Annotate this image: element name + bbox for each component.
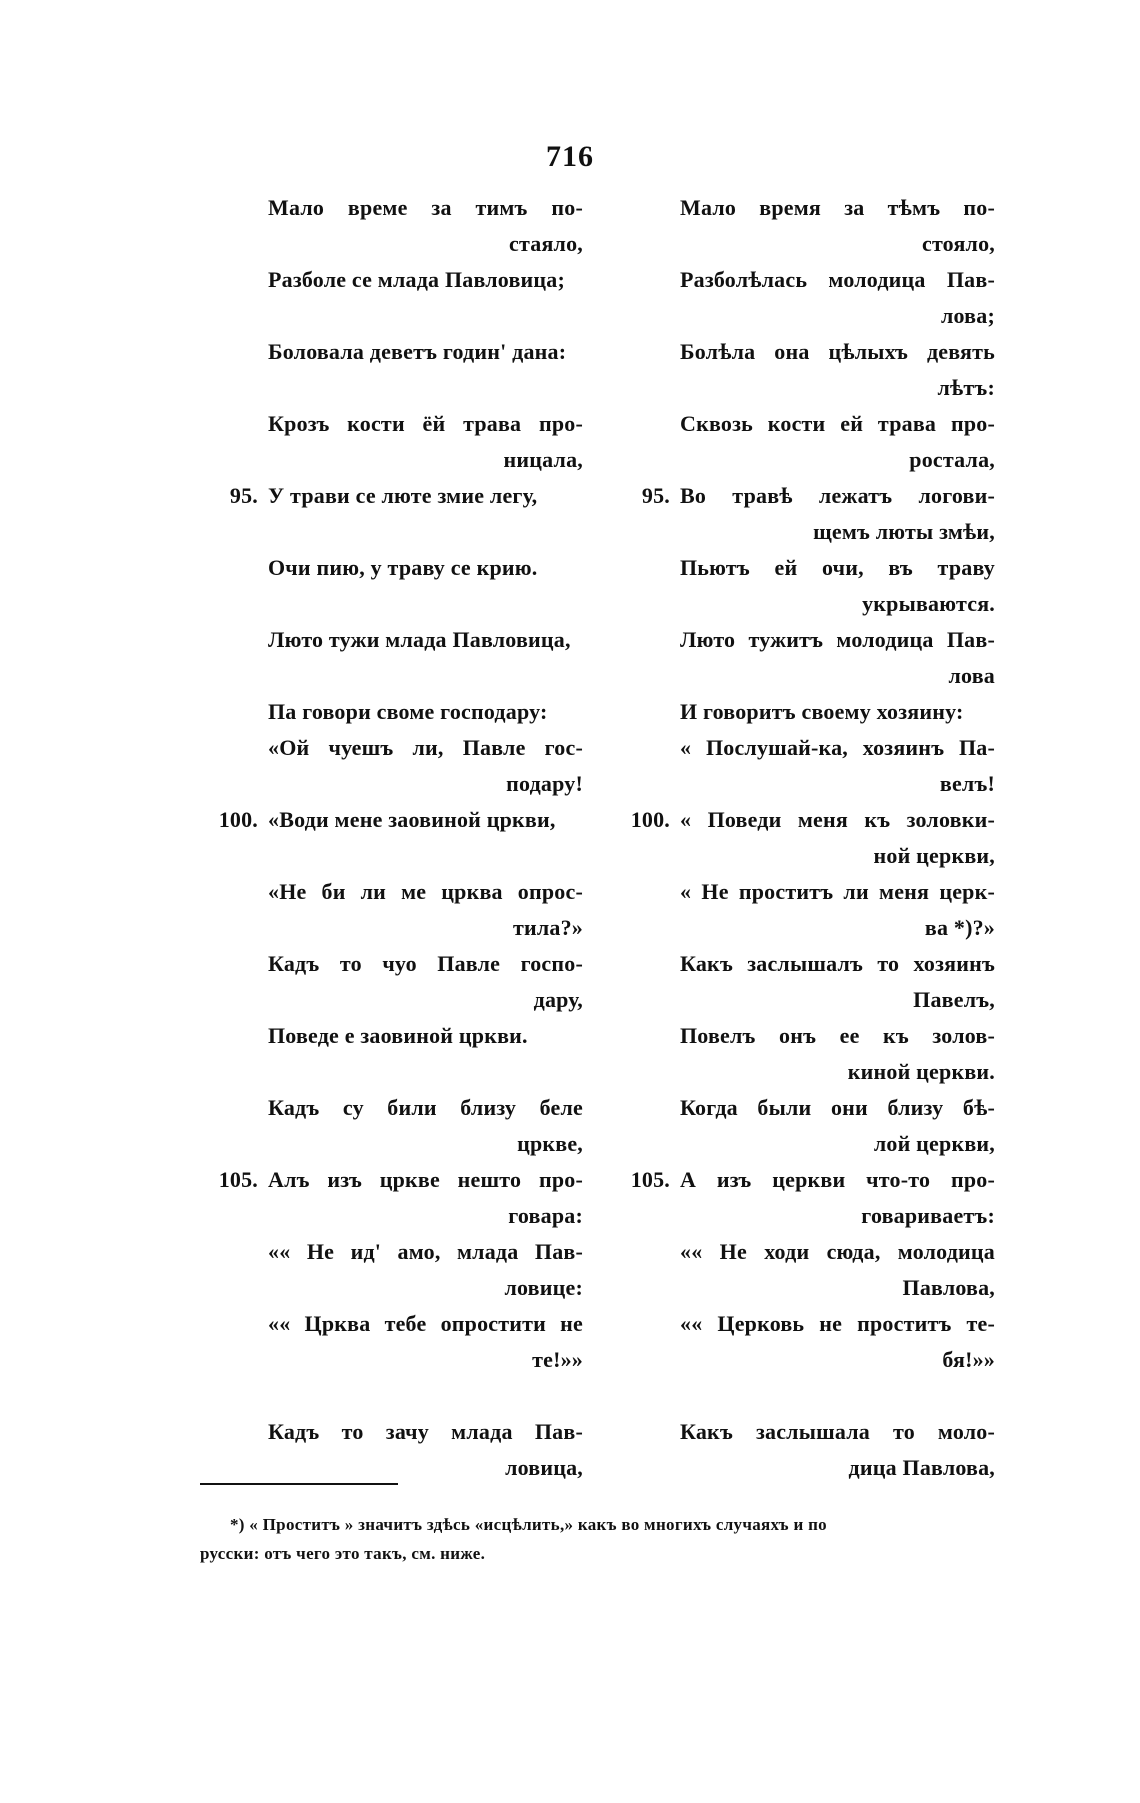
verse-line: Болѣла она цѣлыхъ девять [680,339,995,364]
verse-line: У трави се люте змие легу, [268,483,538,508]
right-column-russian [630,190,995,1486]
left-verse [268,334,583,370]
right-verse [680,946,995,1018]
right-verse [680,1414,995,1486]
verse-line: Крозъ кости ёй трава про- [268,411,583,436]
verse-line: « Послушай-ка, хозяинъ Па- [680,735,995,760]
right-verse [641,478,995,550]
verse-line: Во травѣ лежатъ логови- [680,483,995,508]
verse-line: Кадъ су били близу беле [268,1095,583,1120]
left-verse [268,190,583,262]
verse-continuation: Павлова, [902,1275,995,1300]
verse-line: Люто тужи млада Павловица, [268,627,571,652]
verse-continuation: киной церкви. [847,1059,995,1084]
right-verse [680,406,995,478]
verse-line: Какъ заслышалъ то хозяинъ [680,951,995,976]
verse-spacer [268,1054,583,1090]
left-verse [218,1162,583,1234]
verse-line: Повелъ онъ ее къ золов- [680,1023,995,1048]
verse-line: Когда были они близу бѣ- [680,1095,995,1120]
left-verse [268,1414,583,1486]
verse-continuation: лова; [940,303,995,328]
left-verse [268,622,583,658]
verse-line: « Поведи меня къ золовки- [680,807,995,832]
verse-continuation: подару! [506,771,583,796]
right-verse [680,262,995,334]
verse-spacer [268,370,583,406]
right-verse [680,1234,995,1306]
verse-continuation: лой церкви, [873,1131,995,1156]
verse-continuation: тила?» [512,915,583,940]
verse-continuation: ловица, [505,1455,583,1480]
left-verse [268,262,583,298]
verse-number: 100. [218,807,258,832]
right-verse [680,334,995,406]
verse-line: Па говори своме господару: [268,699,548,724]
verse-line: Алъ изъ цркве нешто про- [268,1167,583,1192]
verse-line: «Ой чуешъ ли, Павле гос- [268,735,583,760]
verse-continuation: лова [948,663,995,688]
verse-continuation: лѣтъ: [937,375,995,400]
right-verse [680,550,995,622]
verse-line: Кадъ то чуо Павле госпо- [268,951,583,976]
left-verse [229,478,583,514]
verse-line: Боловала деветъ годин' дана: [268,339,567,364]
right-verse [680,874,995,946]
verse-line: «Води мене заовиной цркви, [268,807,556,832]
left-verse [268,874,583,946]
left-verse [268,694,583,730]
verse-number: 95. [229,483,258,508]
verse-line: Кадъ то зачу млада Пав- [268,1419,583,1444]
left-verse [268,1018,583,1054]
right-verse [630,802,995,874]
verse-continuation: бя!»» [942,1347,995,1372]
verse-spacer [680,1378,995,1414]
left-verse [268,1234,583,1306]
verse-line: Разболѣлась молодица Пав- [680,267,995,292]
left-verse [268,550,583,586]
verse-continuation: ва *)?» [924,915,995,940]
right-verse [680,190,995,262]
right-verse [680,1090,995,1162]
verse-continuation: стаяло, [509,231,583,256]
verse-continuation: Павелъ, [913,987,995,1012]
verse-spacer [268,586,583,622]
verse-line: А изъ церкви что-то про- [680,1167,995,1192]
right-verse [630,1162,995,1234]
verse-continuation: ной церкви, [873,843,995,868]
verse-continuation: цркве, [517,1131,583,1156]
left-column-serbian [218,190,583,1486]
verse-continuation: говариваетъ: [861,1203,995,1228]
right-verse [680,1306,995,1378]
verse-number: 95. [641,483,670,508]
verse-continuation: велъ! [939,771,995,796]
verse-continuation: ростала, [909,447,995,472]
verse-line: «« Не ид' амо, млада Пав- [268,1239,583,1264]
verse-line: Мало время за тѣмъ по- [680,195,995,220]
verse-spacer [268,1378,583,1414]
left-verse [268,1090,583,1162]
verse-continuation: те!»» [532,1347,583,1372]
verse-line: Какъ заслышала то моло- [680,1419,995,1444]
right-verse [680,622,995,694]
footnote-line-2: русски: отъ чего это такъ, см. ниже. [200,1544,486,1563]
verse-line: Люто тужитъ молодица Пав- [680,627,995,652]
right-verse [680,1018,995,1090]
verse-line: « Не проститъ ли меня церк- [680,879,995,904]
left-verse [268,730,583,802]
verse-line: «Не би ли ме црква опрос- [268,879,583,904]
verse-continuation: укрываются. [862,591,995,616]
verse-line: «« Церковь не проститъ те- [680,1311,995,1336]
verse-spacer [268,838,583,874]
verse-number: 105. [218,1167,258,1192]
page-number: 716 [546,140,594,173]
verse-line: Сквозь кости ей трава про- [680,411,995,436]
right-verse [680,730,995,802]
verse-continuation: дару, [533,987,583,1012]
verse-number: 100. [630,807,670,832]
footnote-rule [200,1483,398,1485]
verse-line: Поведе е заовиной цркви. [268,1023,528,1048]
left-verse [268,1306,583,1378]
verse-continuation: говара: [508,1203,583,1228]
verse-spacer [268,298,583,334]
right-verse [680,694,995,730]
verse-line: И говоритъ своему хозяину: [680,699,964,724]
verse-continuation: щемъ люты змѣи, [813,519,995,544]
verse-line: Очи пию, у траву се крию. [268,555,538,580]
left-verse [218,802,583,838]
verse-continuation: ницала, [503,447,583,472]
verse-line: Разболе се млада Павловица; [268,267,566,292]
footnote [200,1510,1000,1568]
verse-number: 105. [630,1167,670,1192]
verse-continuation: стояло, [921,231,995,256]
footnote-line-1: *) « Проститъ » значитъ здѣсь «исцѣлить,» какъ во многихъ случаяхъ и по [230,1515,827,1534]
verse-line: Пьютъ ей очи, въ траву [680,555,995,580]
left-verse [268,406,583,478]
verse-spacer [268,658,583,694]
verse-line: Мало време за тимъ по- [268,195,583,220]
verse-line: «« Црква тебе опростити не [268,1311,583,1336]
verse-continuation: дица Павлова, [848,1455,995,1480]
verse-spacer [268,514,583,550]
verse-line: «« Не ходи сюда, молодица [680,1239,995,1264]
left-verse [268,946,583,1018]
verse-continuation: ловице: [504,1275,583,1300]
